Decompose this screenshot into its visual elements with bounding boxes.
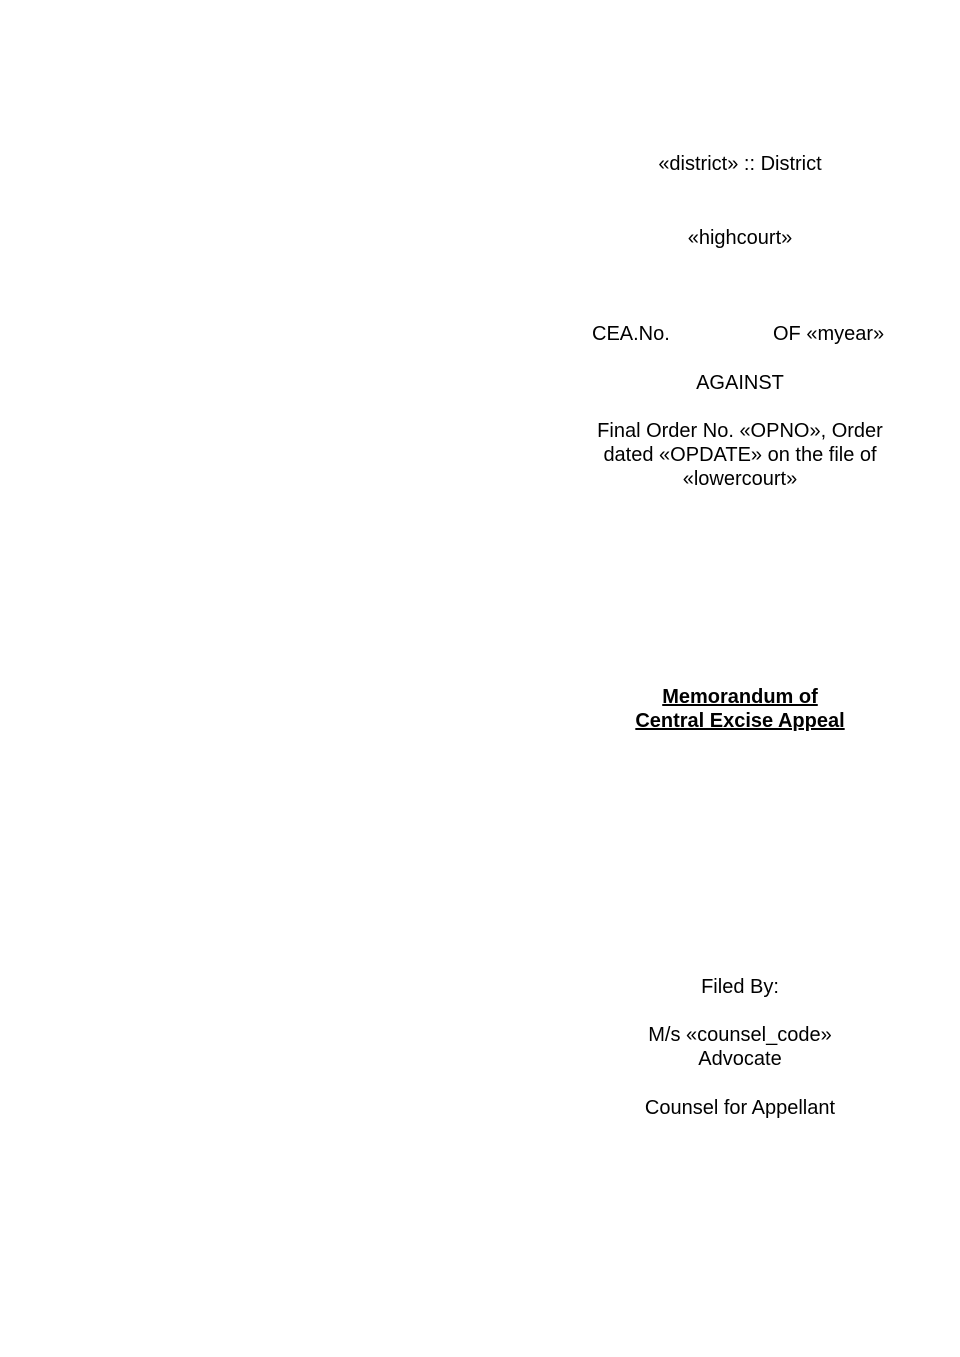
title-line-2: Central Excise Appeal	[635, 710, 845, 732]
case-year-label: OF «myear»	[773, 323, 885, 345]
order-details	[580, 419, 900, 491]
order-line-1: Final Order No. «OPNO», Order	[597, 420, 883, 442]
district-line: «district» :: District	[658, 153, 822, 175]
case-number-label: CEA.No.	[592, 323, 670, 345]
counsel-block	[580, 1023, 900, 1071]
counsel-line: M/s «counsel_code»	[648, 1024, 832, 1046]
against-label: AGAINST	[696, 372, 784, 394]
document-title	[580, 685, 900, 733]
filed-by-label: Filed By:	[701, 976, 779, 998]
title-line-1: Memorandum of	[662, 686, 818, 708]
advocate-label: Advocate	[698, 1048, 782, 1070]
highcourt-line: «highcourt»	[687, 227, 793, 249]
order-line-2: dated «OPDATE» on the file of	[603, 444, 877, 466]
order-line-3: «lowercourt»	[682, 468, 798, 490]
counsel-for-label: Counsel for Appellant	[644, 1097, 836, 1119]
